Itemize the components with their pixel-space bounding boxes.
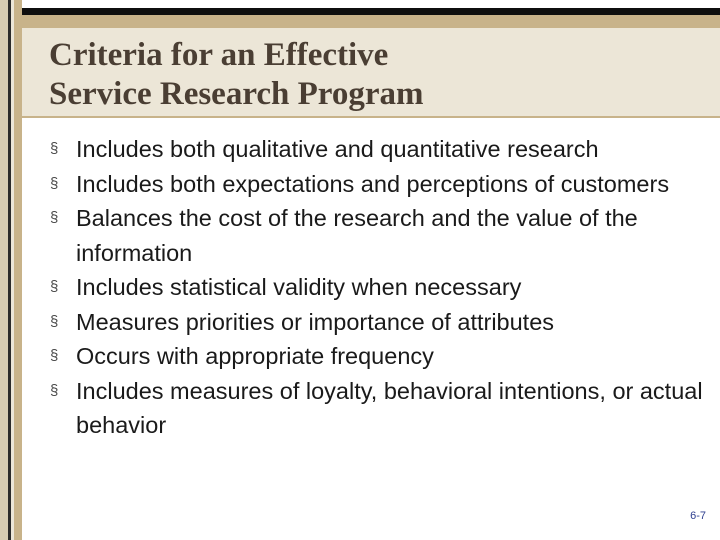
- slide-title: [49, 36, 689, 114]
- bullet-text: Occurs with appropriate frequency: [76, 343, 434, 369]
- bullet-marker-icon: §: [50, 278, 59, 295]
- title-line: Service Research Program: [49, 76, 424, 112]
- bullet-item: [50, 339, 710, 374]
- bullet-item: [50, 374, 710, 443]
- bullet-text: Balances the cost of the research and the value of the information: [76, 205, 638, 266]
- title-divider: [22, 116, 720, 118]
- bullet-item: [50, 132, 710, 167]
- bullet-text: Measures priorities or importance of attributes: [76, 308, 555, 335]
- bullet-marker-icon: §: [50, 312, 59, 330]
- top-border-bar: [22, 8, 720, 15]
- bullet-item: [50, 305, 710, 340]
- bullet-text: Includes statistical validity when necessary: [76, 274, 522, 300]
- page-number: 6-7: [690, 510, 706, 522]
- bullet-marker-icon: §: [50, 347, 59, 364]
- bullet-marker-icon: §: [50, 209, 59, 226]
- bullet-text: Includes both qualitative and quantitative research: [76, 136, 599, 162]
- bullet-list: [50, 132, 710, 443]
- bullet-item: [50, 201, 710, 270]
- bullet-text: Includes both expectations and perceptions of customers: [76, 170, 670, 197]
- bullet-text: Includes measures of loyalty, behavioral intentions, or actual behavior: [76, 377, 703, 438]
- bullet-marker-icon: §: [50, 174, 59, 192]
- top-accent-bar: [22, 15, 720, 28]
- title-line: Criteria for an Effective: [49, 37, 389, 73]
- bullet-item: [50, 167, 710, 202]
- bullet-item: [50, 270, 710, 305]
- bullet-marker-icon: §: [50, 140, 59, 157]
- left-border-accent: [14, 0, 22, 540]
- bullet-marker-icon: §: [50, 381, 59, 399]
- left-border-stripe: [0, 0, 8, 540]
